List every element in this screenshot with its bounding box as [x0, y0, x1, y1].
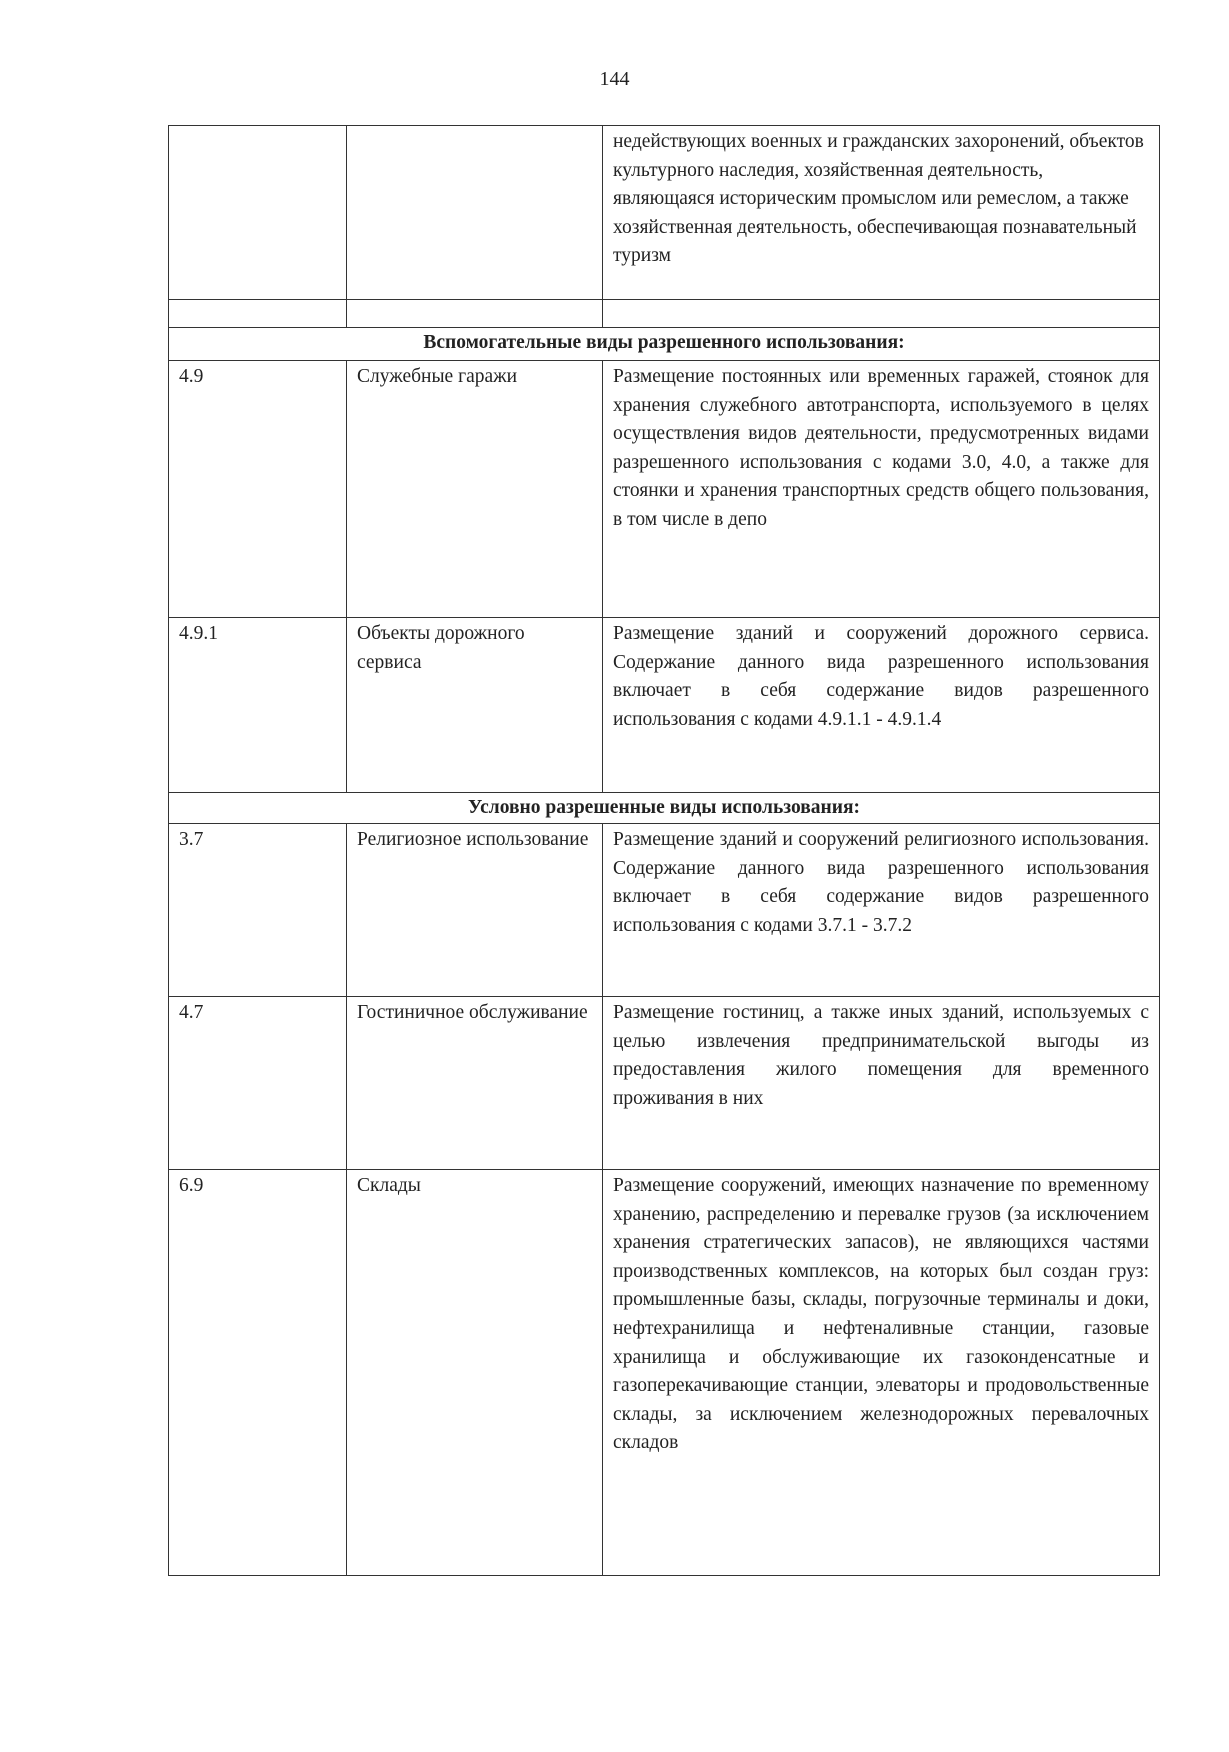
code-cell: 4.9.1	[169, 618, 347, 793]
table-row	[169, 824, 1160, 997]
table-row	[169, 1170, 1160, 1576]
table-row	[169, 361, 1160, 618]
section-header-row	[169, 793, 1160, 824]
description-cell: Размещение зданий и сооружений дорожного сервиса. Содержание данного вида разрешенного использования включает в себя содержание видов разрешенного использования с кодами 4.9.1.1 - 4.9.1.4	[603, 618, 1160, 793]
section-header-row	[169, 328, 1160, 361]
description-cell: Размещение сооружений, имеющих назначение по временному хранению, распределению и перевалке грузов (за исключением хранения стратегических запасов), не являющихся частями производственных комплексов, на которых был создан груз: промышленные базы, склады, погрузочные терминалы и доки, нефтехранилища и нефтеналивные станции, газовые хранилища и обслуживающие их газоконденсатные и газоперекачивающие станции, элеваторы и продовольственные склады, за исключением железнодорожных перевалочных складов	[603, 1170, 1160, 1576]
section-title-conditional: Условно разрешенные виды использования:	[169, 793, 1160, 824]
section-title-auxiliary: Вспомогательные виды разрешенного использования:	[169, 328, 1160, 361]
description-cell: Размещение гостиниц, а также иных зданий, используемых с целью извлечения предпринимательской выгоды из предоставления жилого помещения для временного проживания в них	[603, 997, 1160, 1170]
code-cell: 3.7	[169, 824, 347, 997]
description-cell: Размещение постоянных или временных гаражей, стоянок для хранения служебного автотранспорта, используемого в целях осуществления видов деятельности, предусмотренных видами разрешенного использования с кодами 3.0, 4.0, а также для стоянки и хранения транспортных средств общего пользования, в том числе в депо	[603, 361, 1160, 618]
table-row	[169, 300, 1160, 328]
code-cell: 6.9	[169, 1170, 347, 1576]
name-cell: Гостиничное обслуживание	[347, 997, 603, 1170]
name-cell	[347, 300, 603, 328]
name-cell: Религиозное использование	[347, 824, 603, 997]
name-cell: Склады	[347, 1170, 603, 1576]
table-row	[169, 618, 1160, 793]
name-cell: Объекты дорожного сервиса	[347, 618, 603, 793]
description-cell: недействующих военных и гражданских захоронений, объектов культурного наследия, хозяйственная деятельность, являющаяся историческим промыслом или ремеслом, а также хозяйственная деятельность, обеспечивающая познавательный туризм	[603, 126, 1160, 300]
land-use-table	[168, 125, 1160, 1576]
code-cell	[169, 300, 347, 328]
table-row	[169, 126, 1160, 300]
table-row	[169, 997, 1160, 1170]
name-cell	[347, 126, 603, 300]
description-cell	[603, 300, 1160, 328]
description-cell: Размещение зданий и сооружений религиозного использования. Содержание данного вида разрешенного использования включает в себя содержание видов разрешенного использования с кодами 3.7.1 - 3.7.2	[603, 824, 1160, 997]
code-cell: 4.7	[169, 997, 347, 1170]
page-number: 144	[599, 68, 630, 90]
name-cell: Служебные гаражи	[347, 361, 603, 618]
code-cell	[169, 126, 347, 300]
code-cell: 4.9	[169, 361, 347, 618]
